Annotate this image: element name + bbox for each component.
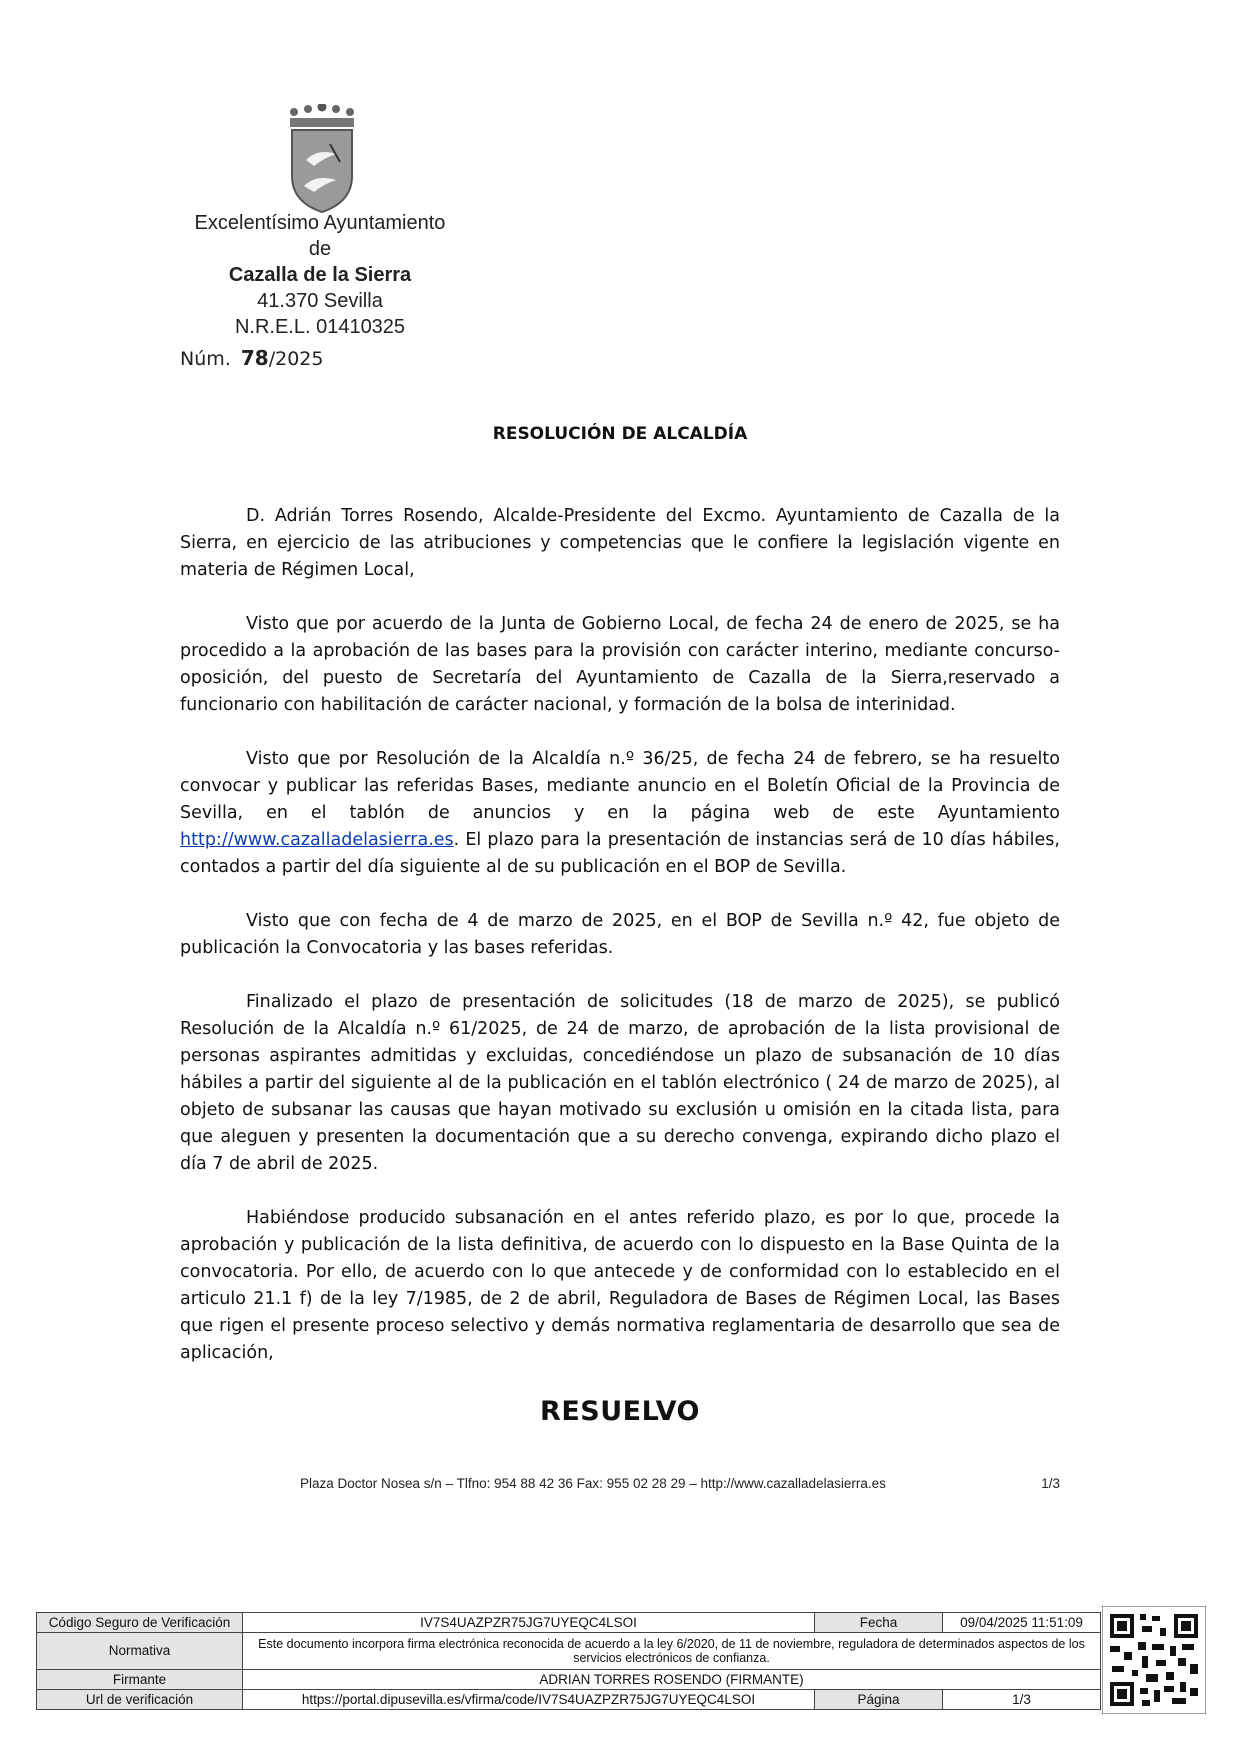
document-body <box>180 503 1060 1394</box>
paragraph-4: Visto que con fecha de 4 de marzo de 2025, en el BOP de Sevilla n.º 42, fue objeto de publicación la Convocatoria y las bases referidas. <box>180 911 1060 958</box>
paragraph-3 <box>180 746 1060 881</box>
paragraph-3-text-b: . El plazo para la presentación de instancias será de 10 días hábiles, contados a partir del día siguiente al de su publicación en el BOP de Sevilla. <box>180 830 1060 877</box>
verification-row-firmante <box>37 1669 1101 1689</box>
verification-row-normativa <box>37 1633 1101 1669</box>
url-value[interactable]: https://portal.dipusevilla.es/vfirma/code/IV7S4UAZPZR75JG7UYEQC4LSOI <box>243 1689 815 1709</box>
pagina-value: 1/3 <box>943 1689 1101 1709</box>
page-footer <box>300 1476 1060 1491</box>
issuer-postal: 41.370 Sevilla <box>257 290 383 312</box>
resolution-number-year: /2025 <box>268 348 324 370</box>
verification-table <box>36 1612 1101 1710</box>
coat-of-arms-icon <box>284 104 360 214</box>
issuer-header <box>170 210 470 340</box>
paragraph-2: Visto que por acuerdo de la Junta de Gobierno Local, de fecha 24 de enero de 2025, se ha procedido a la aprobación de las bases para la provisión con carácter interino, mediante concurso-oposición, del puesto de Secretaría del Ayuntamiento de Cazalla de la Sierra,reservado a funcionario con habilitación de carácter nacional, y formación de la bolsa de interinidad. <box>180 614 1060 715</box>
firmante-label: Firmante <box>37 1669 243 1689</box>
normativa-label: Normativa <box>37 1633 243 1669</box>
resolution-number <box>180 346 323 370</box>
qr-code-icon <box>1102 1606 1206 1714</box>
csv-label: Código Seguro de Verificación <box>37 1613 243 1633</box>
fecha-label: Fecha <box>815 1613 943 1633</box>
resuelvo-heading: RESUELVO <box>540 1396 700 1427</box>
csv-value: IV7S4UAZPZR75JG7UYEQC4LSOI <box>243 1613 815 1633</box>
verification-row-csv <box>37 1613 1101 1633</box>
paragraph-3-text-a: Visto que por Resolución de la Alcaldía n.º 36/25, de fecha 24 de febrero, se ha resuelto convocar y publicar las referidas Bases, mediante anuncio en el Boletín Oficial de la Provincia de Sevilla, en el tablón de anuncios y en la página web de este Ayuntamiento <box>180 749 1060 823</box>
verification-row-url <box>37 1689 1101 1709</box>
resolution-number-prefix: Núm. <box>180 348 231 370</box>
url-label: Url de verificación <box>37 1689 243 1709</box>
footer-page-number: 1/3 <box>1041 1476 1060 1491</box>
paragraph-5: Finalizado el plazo de presentación de solicitudes (18 de marzo de 2025), se publicó Resolución de la Alcaldía n.º 61/2025, de 24 de marzo, de aprobación de la lista provisional de personas aspirantes admitidas y excluidas, concediéndose un plazo de subsanación de 10 días hábiles a partir del siguiente al de la publicación en el tablón electrónico ( 24 de marzo de 2025), al objeto de subsanar las causas que hayan motivado su exclusión u omisión en la citada lista, para que aleguen y presenten la documentación que a su derecho convenga, expirando dicho plazo el día 7 de abril de 2025. <box>180 992 1060 1174</box>
fecha-value: 09/04/2025 11:51:09 <box>943 1613 1101 1633</box>
footer-address: Plaza Doctor Nosea s/n – Tlfno: 954 88 42 36 Fax: 955 02 28 29 – http://www.cazalladelasierra.es <box>300 1476 886 1491</box>
issuer-town: Cazalla de la Sierra <box>228 264 412 286</box>
website-link[interactable]: http://www.cazalladelasierra.es <box>180 830 454 850</box>
resolution-number-value: 78 <box>240 346 269 370</box>
issuer-line-2: de <box>308 238 332 260</box>
paragraph-1: D. Adrián Torres Rosendo, Alcalde-Presidente del Excmo. Ayuntamiento de Cazalla de la Sierra, en ejercicio de las atribuciones y competencias que le confiere la legislación vigente en materia de Régimen Local, <box>180 506 1060 580</box>
issuer-line-1: Excelentísimo Ayuntamiento <box>194 212 446 234</box>
paragraph-6: Habiéndose producido subsanación en el antes referido plazo, es por lo que, procede la aprobación y publicación de la lista definitiva, de acuerdo con lo dispuesto en la Base Quinta de la convocatoria. Por ello, de acuerdo con lo que antecede y de conformidad con lo establecido en el articulo 21.1 f) de la ley 7/1985, de 2 de abril, Reguladora de Bases de Régimen Local, las Bases que rigen el presente proceso selectivo y demás normativa reglamentaria de desarrollo que sea de aplicación, <box>180 1208 1060 1363</box>
pagina-label: Página <box>815 1689 943 1709</box>
normativa-value: Este documento incorpora firma electrónica reconocida de acuerdo a la ley 6/2020, de 11 de noviembre, reguladora de determinados aspectos de los servicios electrónicos de confianza. <box>243 1633 1101 1669</box>
document-title: RESOLUCIÓN DE ALCALDÍA <box>492 424 748 444</box>
firmante-value: ADRIAN TORRES ROSENDO (FIRMANTE) <box>243 1669 1101 1689</box>
issuer-nrel: N.R.E.L. 01410325 <box>234 316 406 338</box>
